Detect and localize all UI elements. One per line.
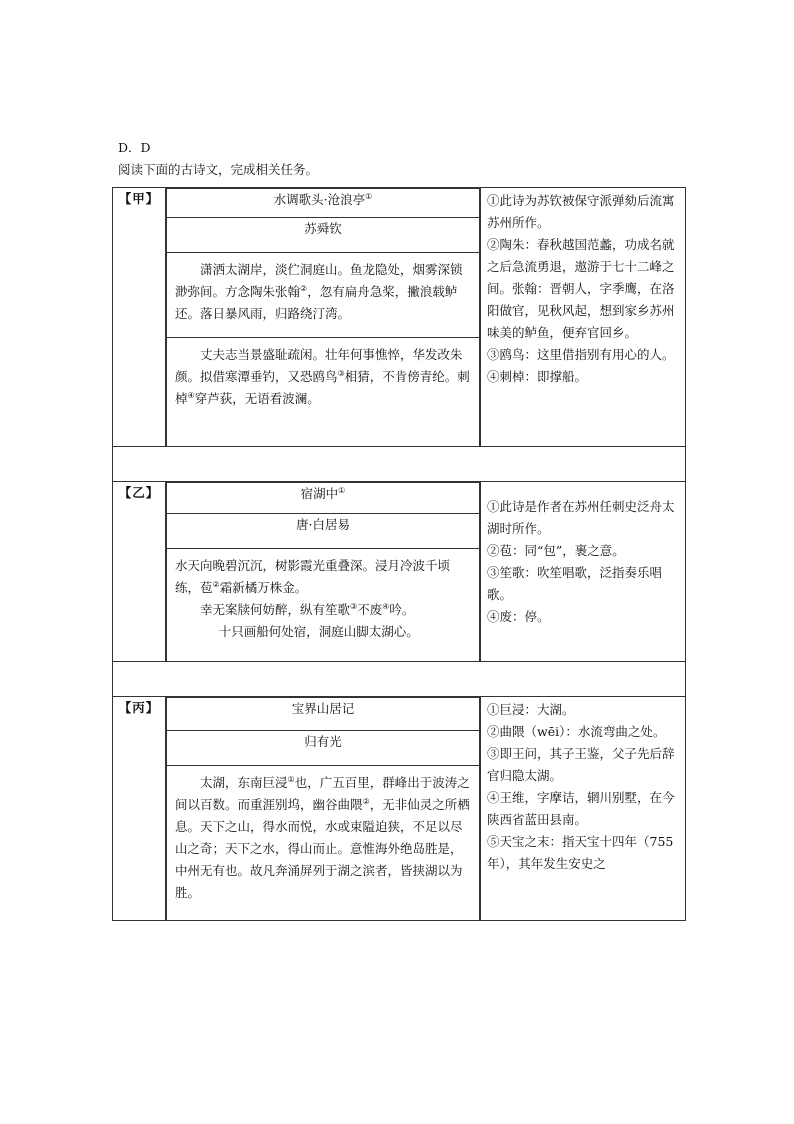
poem-line: 十只画船何处宿，洞庭山脚太湖心。	[218, 624, 419, 639]
poem-author: 唐·白居易	[167, 514, 480, 549]
option-d: D．D	[118, 140, 151, 155]
poem-title: 宿湖中①	[167, 483, 480, 514]
note-item: ②陶朱：春秋越国范蠡，功成名就之后急流勇退，遨游于七十二峰之间。张翰：晋朝人，字季鹰，在洛阳做官，见秋风起，想到家乡苏州味美的鲈鱼，便弃官回乡。	[487, 237, 675, 340]
note-item: ④刺棹：即撑船。	[487, 369, 588, 384]
note-item: ④王维，字摩诘，辋川别墅，在今陕西省蓝田县南。	[487, 790, 675, 827]
notes-yi	[481, 482, 685, 630]
section-jia	[113, 188, 686, 447]
poem-lines	[167, 549, 479, 649]
note-item: ③即王问，其子王鉴，父子先后辞官归隐太湖。	[487, 746, 675, 783]
note-item: ①此诗是作者在苏州任刺史泛舟太湖时所作。	[487, 499, 675, 536]
essay-author: 归有光	[167, 731, 480, 766]
spacer-row	[113, 447, 686, 482]
note-item: ②曲隈（wēi）：水流弯曲之处。	[487, 724, 666, 739]
instruction: 阅读下面的古诗文，完成相关任务。	[118, 162, 319, 177]
poem-stanza-2: 丈夫志当景盛耻疏闲。壮年何事憔悴，华发改朱颜。拟借寒潭垂钓，又恐鸥鸟③相猜，不肯傍青纶。刺棹④穿芦荻，无语看波澜。	[175, 347, 470, 406]
spacer-row	[113, 662, 686, 697]
poem-line: 幸无案牍何妨醉，纵有笙歌③不废④吟。	[200, 601, 415, 617]
poem-author: 苏舜钦	[167, 218, 480, 253]
notes-bing	[481, 697, 685, 877]
poem-table	[112, 187, 686, 921]
poem-title: 水调歌头·沧浪亭①	[167, 189, 480, 218]
essay-title: 宝界山居记	[167, 698, 480, 731]
note-item: ③鸥鸟：这里借指别有用心的人。	[487, 347, 675, 362]
notes-jia	[481, 188, 685, 390]
note-item: ①此诗为苏钦被保守派弹劾后流寓苏州所作。	[487, 193, 675, 230]
note-item: ①巨浸：大湖。	[487, 702, 575, 717]
essay-text: 太湖，东南巨浸①也，广五百里，群峰出于波涛之间以百数。而重涯别坞，幽谷曲隈②，无非仙灵之所栖息。天下之山，得水而悦，水或束隘迫狭，不足以尽山之奇；天下之水，得山而止。意惟海外绝岛胜是，中州无有也。故凡奔涌屏列于湖之滨者，皆挟湖以为胜。	[175, 774, 470, 900]
note-item: ⑤天宝之末：指天宝十四年（755年），其年发生安史之	[487, 834, 674, 871]
section-label: 【乙】	[113, 482, 166, 662]
note-item: ②苞：同“包”，裹之意。	[487, 543, 625, 558]
poem-stanza-1: 潇洒太湖岸，淡伫洞庭山。鱼龙隐处，烟雾深锁渺弥间。方念陶朱张翰②，忽有扁舟急桨，撇浪载鲈还。落日暴风雨，归路绕汀湾。	[175, 262, 463, 321]
section-yi	[113, 482, 686, 662]
note-item: ③笙歌：吹笙唱歌，泛指奏乐唱歌。	[487, 565, 663, 602]
section-label: 【甲】	[113, 188, 166, 447]
poem-line: 水天向晚碧沉沉，树影霞光重叠深。浸月冷波千顷练，苞②霜新橘万株金。	[175, 558, 451, 595]
section-label: 【丙】	[113, 697, 166, 921]
section-bing	[113, 697, 686, 921]
note-item: ④废：停。	[487, 609, 550, 624]
